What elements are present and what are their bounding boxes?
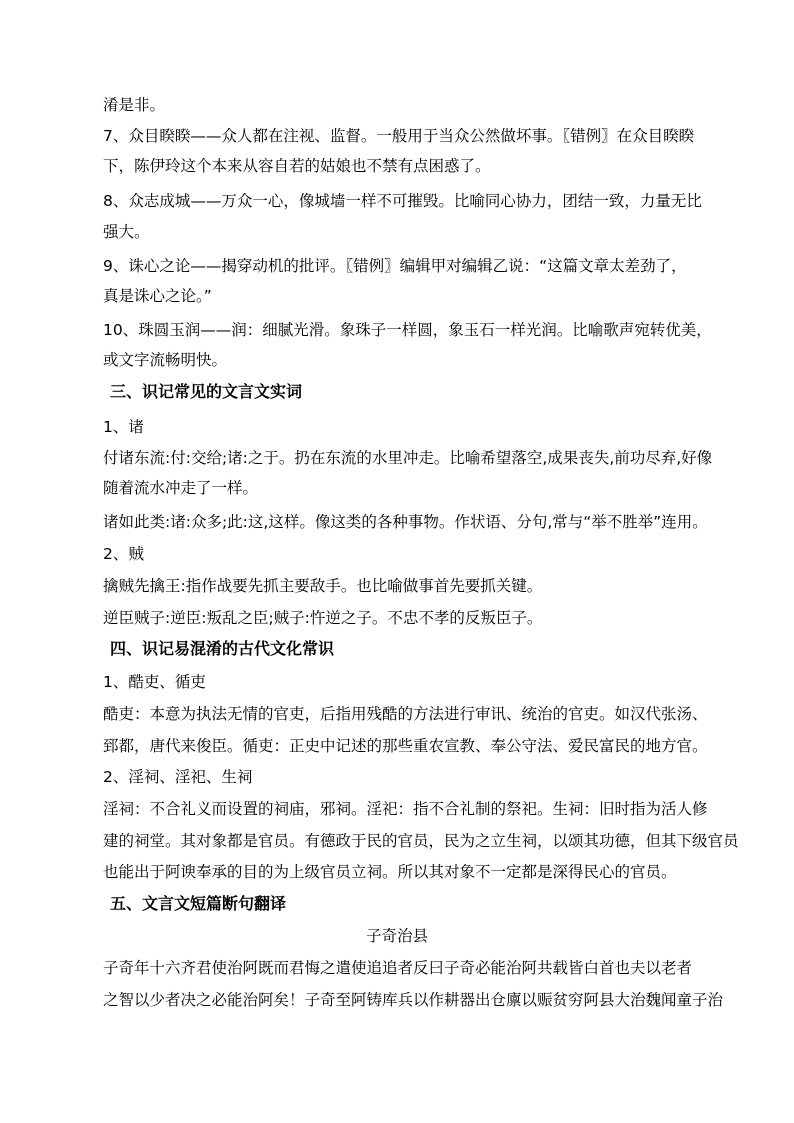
list-item: 2、淫祠、淫祀、生祠 bbox=[103, 768, 253, 786]
text-line: 10、珠圆玉润——润：细腻光滑。象珠子一样圆，象玉石一样光润。比喻歌声宛转优美， bbox=[103, 321, 712, 339]
text-line: 建的祠堂。其对象都是官员。有德政于民的官员，民为之立生祠，以颂其功德，但其下级官员 bbox=[103, 832, 739, 850]
text-line: 付诸东流:付:交给;诸:之于。扔在东流的水里冲走。比喻希望落空,成果丧失,前功尽弃,好像 bbox=[103, 449, 713, 467]
section-heading: 四、识记易混淆的古代文化常识 bbox=[110, 639, 335, 658]
text-line: 真是诛心之论。” bbox=[103, 287, 212, 305]
list-item: 1、酷吏、循吏 bbox=[103, 673, 206, 691]
text-line: 淆是非。 bbox=[103, 96, 166, 114]
text-line: 强大。 bbox=[103, 223, 150, 241]
text-line: 9、诛心之论——揭穿动机的批评。〖错例〗编辑甲对编辑乙说：“这篇文章太差劲了， bbox=[103, 257, 687, 275]
text-line: 子奇年十六齐君使治阿既而君悔之遣使追追者反曰子奇必能治阿共载皆白首也夫以老者 bbox=[103, 959, 693, 977]
text-line: 下，陈伊玲这个本来从容自若的姑娘也不禁有点困惑了。 bbox=[103, 157, 491, 175]
text-line: 或文字流畅明快。 bbox=[103, 351, 228, 369]
text-line: 逆臣贼子:逆臣:叛乱之臣;贼子:忤逆之子。不忠不孝的反叛臣子。 bbox=[103, 609, 543, 627]
section-heading: 五、文言文短篇断句翻译 bbox=[110, 894, 287, 913]
list-item: 2、贼 bbox=[103, 545, 144, 563]
list-item: 1、诸 bbox=[103, 418, 144, 436]
text-line: 郅都，唐代来俊臣。循吏：正史中记述的那些重农宣教、奉公守法、爱民富民的地方官。 bbox=[103, 737, 708, 755]
text-line: 也能出于阿谀奉承的目的为上级官员立祠。所以其对象不一定都是深得民心的官员。 bbox=[103, 863, 677, 881]
text-line: 之智以少者决之必能治阿矣！子奇至阿铸库兵以作耕器出仓廪以赈贫穷阿县大治魏闻童子治 bbox=[103, 991, 724, 1009]
text-line: 8、众志成城——万众一心，像城墙一样不可摧毁。比喻同心协力，团结一致，力量无比 bbox=[103, 192, 702, 210]
text-line: 擒贼先擒王:指作战要先抓主要敌手。也比喻做事首先要抓关键。 bbox=[103, 577, 543, 595]
text-line: 随着流水冲走了一样。 bbox=[103, 479, 259, 497]
section-heading: 三、识记常见的文言文实词 bbox=[110, 382, 303, 401]
text-line: 酷吏：本意为执法无情的官吏，后指用残酷的方法进行审讯、统治的官吏。如汉代张汤、 bbox=[103, 705, 708, 723]
passage-title: 子奇治县 bbox=[365, 927, 428, 945]
text-line: 诸如此类:诸:众多;此:这,这样。像这类的各种事物。作状语、分句,常与“举不胜举”连用。 bbox=[103, 513, 708, 531]
text-line: 7、众目睽睽——众人都在注视、监督。一般用于当众公然做坏事。〖错例〗在众目睽睽 bbox=[103, 127, 695, 145]
text-line: 淫祠：不合礼义而设置的祠庙，邪祠。淫祀：指不合礼制的祭祀。生祠：旧时指为活人修 bbox=[103, 800, 708, 818]
